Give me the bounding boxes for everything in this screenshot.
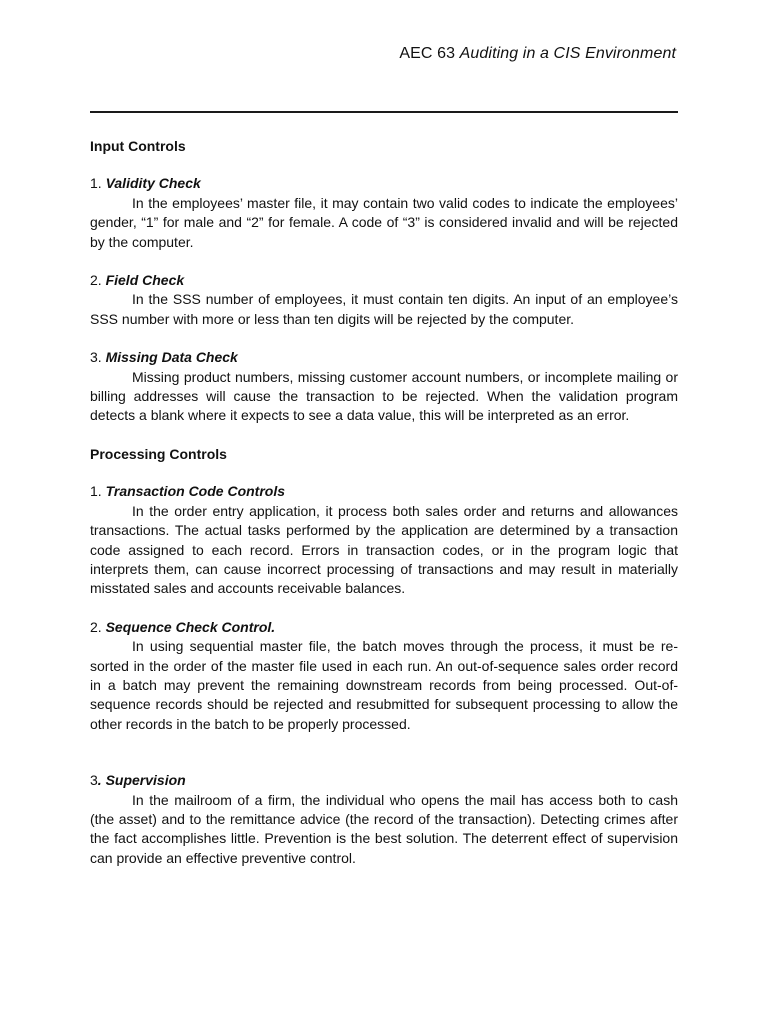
item-title: Missing Data Check [105,349,238,366]
item-paragraph: Missing product numbers, missing customer account numbers, or incomplete mailing or billing addresses will cause the transaction to be rejected. When the validation program detects a blank where it expects to see a data value, this will be interpreted as an error. [90,368,678,424]
section-heading-input-controls: Input Controls [90,138,186,154]
item-heading [90,618,678,637]
course-title: Auditing in a CIS Environment [459,45,676,62]
item-number: 3 [90,772,98,789]
item-heading [90,348,678,367]
page-header [399,45,676,63]
header-divider [90,111,678,113]
item-paragraph: In the order entry application, it process both sales order and returns and allowances transactions. The actual tasks performed by the application are determined by a transaction code assigned to each record. Errors in transaction codes, or in the program logic that interprets them, can cause incorrect processing of transactions and may result in materially misstated sales and accounts receivable balances. [90,502,678,597]
item-heading [90,174,678,193]
item-number: 1. [90,483,102,500]
item-number: 3. [90,349,102,366]
item-heading [90,482,678,501]
section-heading-processing-controls: Processing Controls [90,445,227,462]
document-body [90,137,678,868]
control-item-validity-check [90,174,678,252]
item-number: 2. [90,272,102,289]
item-title: Validity Check [105,175,201,192]
control-item-field-check [90,271,678,329]
item-paragraph: In the employees’ master file, it may contain two valid codes to indicate the employees’ gender, “1” for male and “2” for female. A code of “3” is considered invalid and will be rejected by the computer. [90,194,678,250]
item-paragraph: In the mailroom of a firm, the individual who opens the mail has access both to cash (the asset) and to the remittance advice (the record of the transaction). Detecting crimes after the fact accomplishes little. Prevention is the best solution. The deterrent effect of supervision can provide an effective preventive control. [90,791,678,866]
control-item-transaction-code-controls [90,482,678,598]
control-item-supervision [90,771,678,868]
course-code: AEC 63 [399,45,456,62]
item-title: . Supervision [97,772,186,789]
item-number: 2. [90,618,102,635]
item-title: Sequence Check Control. [105,618,276,635]
control-item-missing-data-check [90,348,678,426]
item-paragraph: In the SSS number of employees, it must contain ten digits. An input of an employee’s SSS number with more or less than ten digits will be rejected by the computer. [90,291,678,327]
item-number: 1. [90,175,102,192]
control-item-sequence-check-control [90,618,678,734]
item-title: Field Check [105,272,185,289]
item-heading [90,271,678,290]
item-heading [90,771,678,790]
item-title: Transaction Code Controls [105,483,286,500]
item-paragraph: In using sequential master file, the batch moves through the process, it must be re-sorted in the order of the master file used in each run. An out-of-sequence sales order record in a batch may prevent the remaining downstream records from being processed. Out-of-sequence records should be rejected and resubmitted for subsequent processing to allow the other records in the batch to be properly processed. [90,638,678,732]
